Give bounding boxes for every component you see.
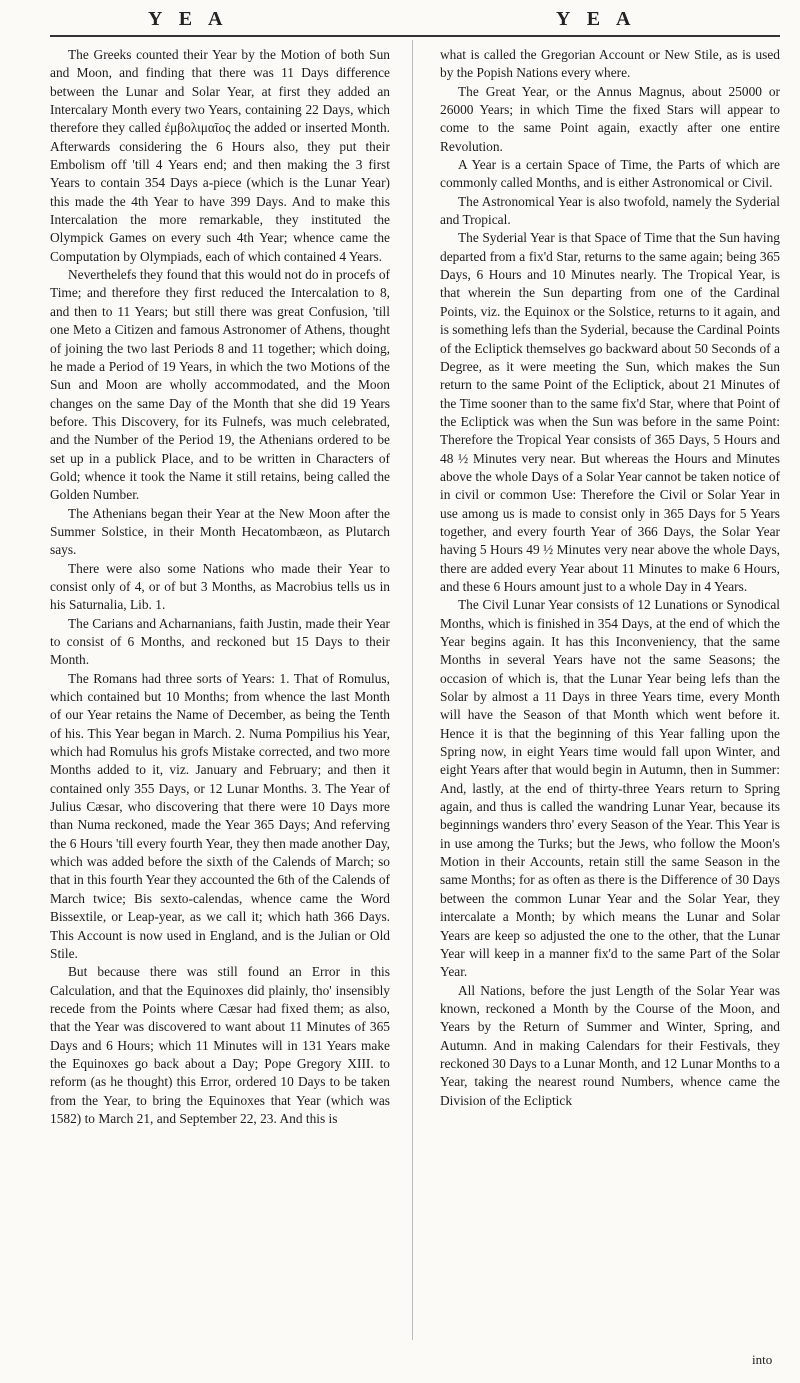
paragraph: But because there was still found an Error in this Calculation, and that the Equinoxes did plainly, tho' insensibly recede from the Points where Cæsar had fixed them; as also, that the Year was discovered to want about 11 Minutes of 365 Days and 6 Hours; which 11 Minutes will in 131 Years make the Equinoxes go back about a Day; Pope Gregory XIII. to reform (as he thought) this Error, ordered 10 Days to be taken from the Year, to bring the Equinoxes that Year (which was 1582) to March 21, and September 22, 23. And this is	[50, 964, 390, 1126]
paragraph: The Greeks counted their Year by the Motion of both Sun and Moon, and finding that there was 11 Days difference between the Lunar and Solar Year, at first they added an Intercalary Month every two Years, containing 22 Days, which therefore they called ἐμβολιμαῖος the added or inserted Month. Afterwards considering the 6 Hours also, they put their Embolism off 'till 4 Years end; and then making the 3 first Years to contain 354 Days a-piece (which is the Lunar Year) this made the 4th Year to have 399 Days. And to make this Intercalation the more remarkable, they instituted the Olympick Games on every such 4th Year; whence came the Computation by Olympiads, each of which contained 4 Years.	[50, 47, 390, 264]
paragraph: The Astronomical Year is also twofold, namely the Syderial and Tropical.	[440, 193, 780, 228]
paragraph: The Syderial Year is that Space of Time that the Sun having departed from a fix'd Star, returns to the same again; being 365 Days, 6 Hours and 10 Minutes nearly. The Tropical Year, is that wherein the Sun departing from one of the Cardinal Points, viz. the Equinox or the Solstice, returns to it again, and is something lefs than the Syderial, because the Cardinal Points of the Ecliptick themselves go backward about 50 Seconds of a Degree, as it were meeting the Sun, which makes the Sun return to the same Point of the Ecliptick, about 21 Minutes of the Time sooner than to the same fix'd Star, where that Point of the Ecliptick was when the Sun was before in the same Point: Therefore the Tropical Year consists of 365 Days, 5 Hours and 48 ½ Minutes very near. But whereas the Hours and Minutes above the whole Days of a Solar Year cannot be taken notice of in civil or common Use: Therefore the Civil or Solar Year in use among us is made to consist only in 365 Days for 5 Years together, and every fourth Year of 366 Days, the Solar Year having 5 Hours 49 ½ Minutes very near above the whole Days, there are added every Year about 11 Minutes to make 6 Hours, and these 6 Hours amount just to a whole Day in 4 Years.	[440, 230, 780, 594]
paragraph: what is called the Gregorian Account or New Stile, as is used by the Popish Nations every where.	[440, 47, 780, 81]
paragraph: The Great Year, or the Annus Magnus, about 25000 or 26000 Years; in which Time the fixed Stars will appear to come to the same Point again, exactly after one entire Revolution.	[440, 83, 780, 154]
paragraph: There were also some Nations who made their Year to consist only of 4, or of but 3 Months, as Macrobius tells us in his Saturnalia, Lib. 1.	[50, 560, 390, 613]
paragraph: The Carians and Acharnanians, faith Justin, made their Year to consist of 6 Months, and reckoned but 15 Days to their Month.	[50, 615, 390, 668]
paragraph: The Athenians began their Year at the New Moon after the Summer Solstice, in their Month Hecatombæon, as Plutarch says.	[50, 505, 390, 558]
header-left: Y E A	[148, 8, 229, 30]
right-column	[440, 46, 780, 1110]
paragraph: All Nations, before the just Length of the Solar Year was known, reckoned a Month by the Course of the Moon, and Years by the Return of Summer and Winter, Spring, and Autumn. And in making Calendars for their Festivals, they reckoned 30 Days to a Lunar Month, and 12 Lunar Months to a Year, taking the nearest round Numbers, whence came the Division of the Ecliptick	[440, 982, 780, 1108]
header-right: Y E A	[556, 8, 637, 30]
column-divider	[412, 40, 413, 1340]
catchword: into	[752, 1352, 773, 1367]
paragraph: The Romans had three sorts of Years: 1. That of Romulus, which contained but 10 Months; from whence the last Month of our Year retains the Name of December, as being the Tenth of his. This Year began in March. 2. Numa Pompilius his Year, which had Romulus his grofs Mistake corrected, and two more Months added to it, viz. January and February; and then it contained only 355 Days, or 12 Lunar Months. 3. The Year of Julius Cæsar, who discovering that there were 10 Days more than Numa reckoned, made the Year 365 Days; And referving the 6 Hours 'till every fourth Year, they then made another Day, which was added before the sixth of the Calends of March; so that in this fourth Year they accounted the 6th of the Calends of March twice; Bis sexto-calendas, whence came the Word Bissextile, or Leap-year, as we call it; which hath 366 Days. This Account is now used in England, and is the Julian or Old Stile.	[50, 670, 390, 961]
running-header	[50, 6, 760, 36]
left-column	[50, 46, 390, 1128]
header-rule	[50, 35, 780, 37]
paragraph: The Civil Lunar Year consists of 12 Lunations or Synodical Months, which is finished in 354 Days, at the end of which the Year begins again. It has this Inconveniency, that the same Months in several Years have not the same Seasons; the occasion of which is, that the Lunar Year being lefs than the Solar by almost a 11 Days in three Years time, every Month will have the Season of that Month which went before it. Hence it is that the beginning of this Year falling upon the Spring now, in eight Years time would fall upon Winter, and eight Years after that would begin in Autumn, then in Summer: And, lastly, at the end of thirty-three Years return to Spring again, and thus is called the wandring Lunar Year, because its beginnings wanders thro' every Season of the Year. This Year is in use among the Turks; but the Jews, who follow the Moon's Motion in their Accounts, retain still the same Season in the same Months; for as often as there is the Difference of 30 Days between the common Lunar Year and the Solar Year, they intercalate a Month; by which means the Lunar and Solar Years are keep so adjusted the one to the other, that the Lunar Year will keep in a manner fix'd to the same Part of the Solar Year.	[440, 597, 780, 980]
paragraph: Neverthelefs they found that this would not do in procefs of Time; and therefore they first reduced the Intercalation to 8, and then to 11 Years; but still there was great Confusion, 'till one Meto a Citizen and famous Astronomer of Athens, thought of joining the two last Periods 8 and 11 together; which doing, he made a Period of 19 Years, in which the two Motions of the Sun and Moon are wholly accommodated, and the Moon changes on the same Day of the Month that she did 19 Years before. This Discovery, for its Fulnefs, was much celebrated, and the Number of the Period 19, the Athenians ordered to be set up in a publick Place, and to be written in Characters of Gold; whence it took the Name it still retains, being called the Golden Number.	[50, 267, 390, 503]
paragraph: A Year is a certain Space of Time, the Parts of which are commonly called Months, and is either Astronomical or Civil.	[440, 157, 780, 191]
